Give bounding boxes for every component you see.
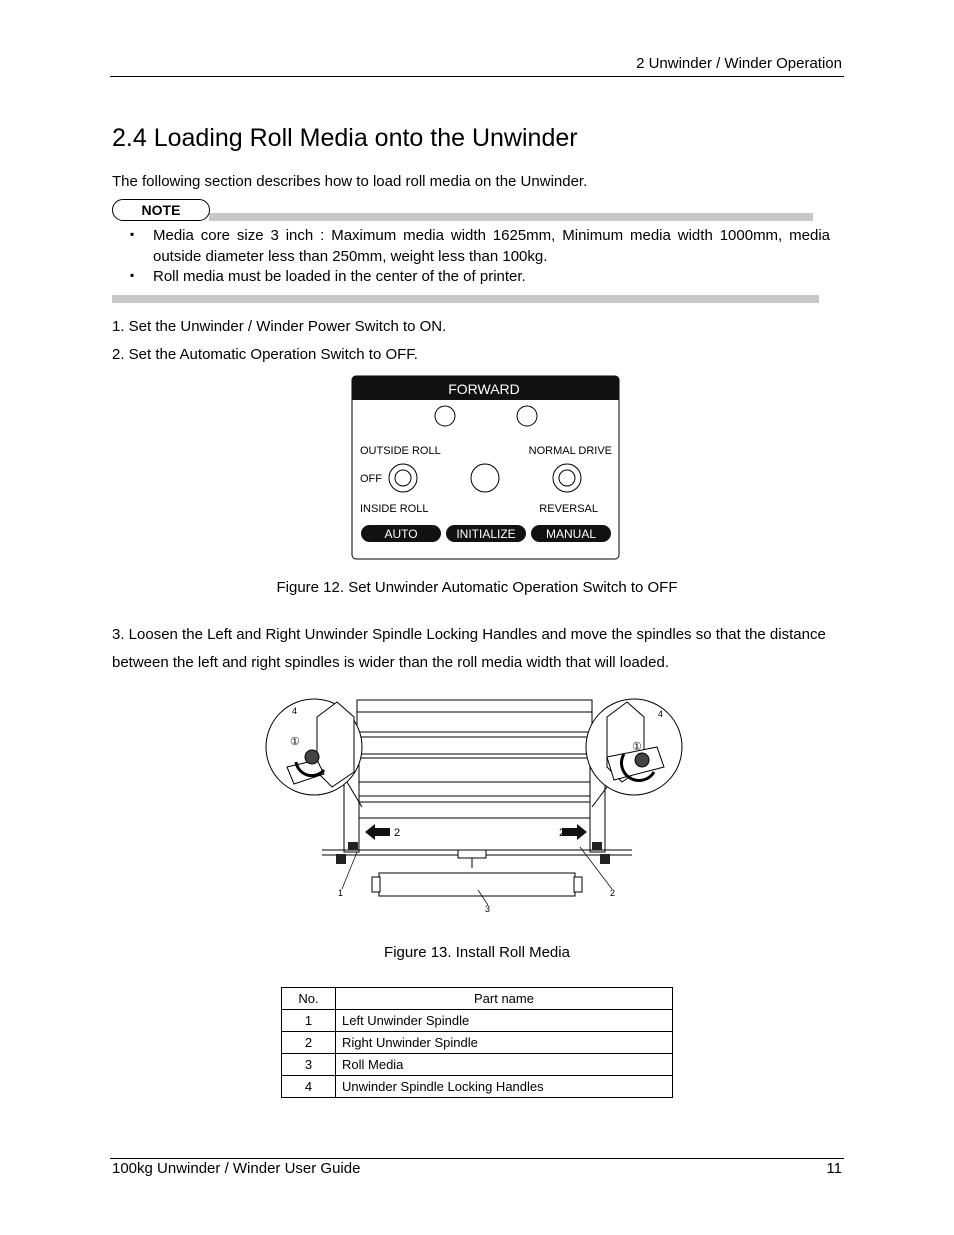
page-number: 11 bbox=[826, 1160, 842, 1177]
forward-lamp-right bbox=[517, 406, 537, 426]
step-1: 1. Set the Unwinder / Winder Power Switch to ON. bbox=[112, 318, 447, 335]
section-title: 2.4 Loading Roll Media onto the Unwinder bbox=[112, 124, 578, 152]
move-left-arrow bbox=[365, 824, 390, 840]
table-row bbox=[282, 1054, 673, 1076]
note-label: NOTE bbox=[112, 199, 210, 221]
note-bullet-2: ▪ Roll media must be loaded in the center of the of printer. bbox=[130, 266, 830, 287]
note-bar-bottom bbox=[112, 295, 819, 303]
table-row bbox=[282, 1010, 673, 1032]
footer-rule bbox=[110, 1158, 844, 1159]
step-3: 3. Loosen the Left and Right Unwinder Spindle Locking Handles and move the spindles so that the distance between the left and right spindles is wider than the roll media width that will loaded. bbox=[112, 626, 826, 671]
cell-no: 3 bbox=[282, 1054, 336, 1076]
reversal-label: REVERSAL bbox=[539, 503, 598, 515]
control-panel-figure bbox=[350, 374, 622, 562]
outside-roll-label: OUTSIDE ROLL bbox=[360, 445, 441, 457]
normal-drive-label: NORMAL DRIVE bbox=[528, 445, 612, 457]
cell-part-name: Roll Media bbox=[336, 1054, 673, 1076]
header-rule bbox=[110, 76, 844, 77]
footer-title: 100kg Unwinder / Winder User Guide bbox=[112, 1160, 361, 1177]
callout-4-right: 4 bbox=[658, 709, 664, 719]
running-header: 2 Unwinder / Winder Operation bbox=[636, 55, 842, 72]
initialize-switch bbox=[471, 464, 499, 492]
inside-roll-label: INSIDE ROLL bbox=[360, 503, 429, 515]
cell-no: 2 bbox=[282, 1032, 336, 1054]
bullet-icon: ▪ bbox=[130, 268, 135, 282]
callout-3: 3 bbox=[485, 904, 491, 914]
figure-12-caption: Figure 12. Set Unwinder Automatic Operation Switch to OFF bbox=[276, 579, 678, 596]
forward-label: FORWARD bbox=[448, 381, 520, 397]
svg-text:AUTO: AUTO bbox=[384, 527, 418, 541]
cell-part-name: Unwinder Spindle Locking Handles bbox=[336, 1076, 673, 1098]
callout-2: 2 bbox=[610, 888, 616, 898]
forward-lamp-left bbox=[435, 406, 455, 426]
callout-circled-1-left: ① bbox=[290, 736, 300, 748]
parts-table bbox=[281, 987, 673, 1098]
move-right-arrow bbox=[562, 824, 587, 840]
figure-13-caption: Figure 13. Install Roll Media bbox=[384, 944, 570, 961]
svg-text:MANUAL: MANUAL bbox=[545, 527, 597, 541]
callout-circled-2-right: 2 bbox=[559, 827, 566, 839]
step-2: 2. Set the Automatic Operation Switch to OFF. bbox=[112, 346, 418, 363]
table-row bbox=[282, 1076, 673, 1098]
table-row bbox=[282, 1032, 673, 1054]
col-header-no: No. bbox=[282, 988, 336, 1010]
col-header-part-name: Part name bbox=[336, 988, 673, 1010]
off-label: OFF bbox=[360, 473, 382, 485]
callout-1: 1 bbox=[338, 888, 344, 898]
note-bar-top bbox=[209, 213, 813, 221]
center-foot bbox=[458, 850, 486, 868]
roll-media bbox=[379, 873, 575, 896]
cell-no: 4 bbox=[282, 1076, 336, 1098]
svg-text:INITIALIZE: INITIALIZE bbox=[456, 527, 516, 541]
note-bullet-1: ▪ Media core size 3 inch : Maximum media width 1625mm, Minimum media width 1000mm, media outside diameter less than 250mm, weight less than 100kg. bbox=[130, 225, 830, 267]
callout-4-left: 4 bbox=[292, 706, 298, 716]
install-roll-media-figure bbox=[262, 692, 692, 920]
intro-text: The following section describes how to load roll media on the Unwinder. bbox=[112, 173, 588, 190]
cell-no: 1 bbox=[282, 1010, 336, 1032]
table-header-row bbox=[282, 988, 673, 1010]
callout-circled-1-right: ① bbox=[632, 741, 642, 753]
bullet-icon: ▪ bbox=[130, 227, 135, 241]
callout-circled-2-left: 2 bbox=[394, 827, 401, 839]
cell-part-name: Right Unwinder Spindle bbox=[336, 1032, 673, 1054]
cell-part-name: Left Unwinder Spindle bbox=[336, 1010, 673, 1032]
